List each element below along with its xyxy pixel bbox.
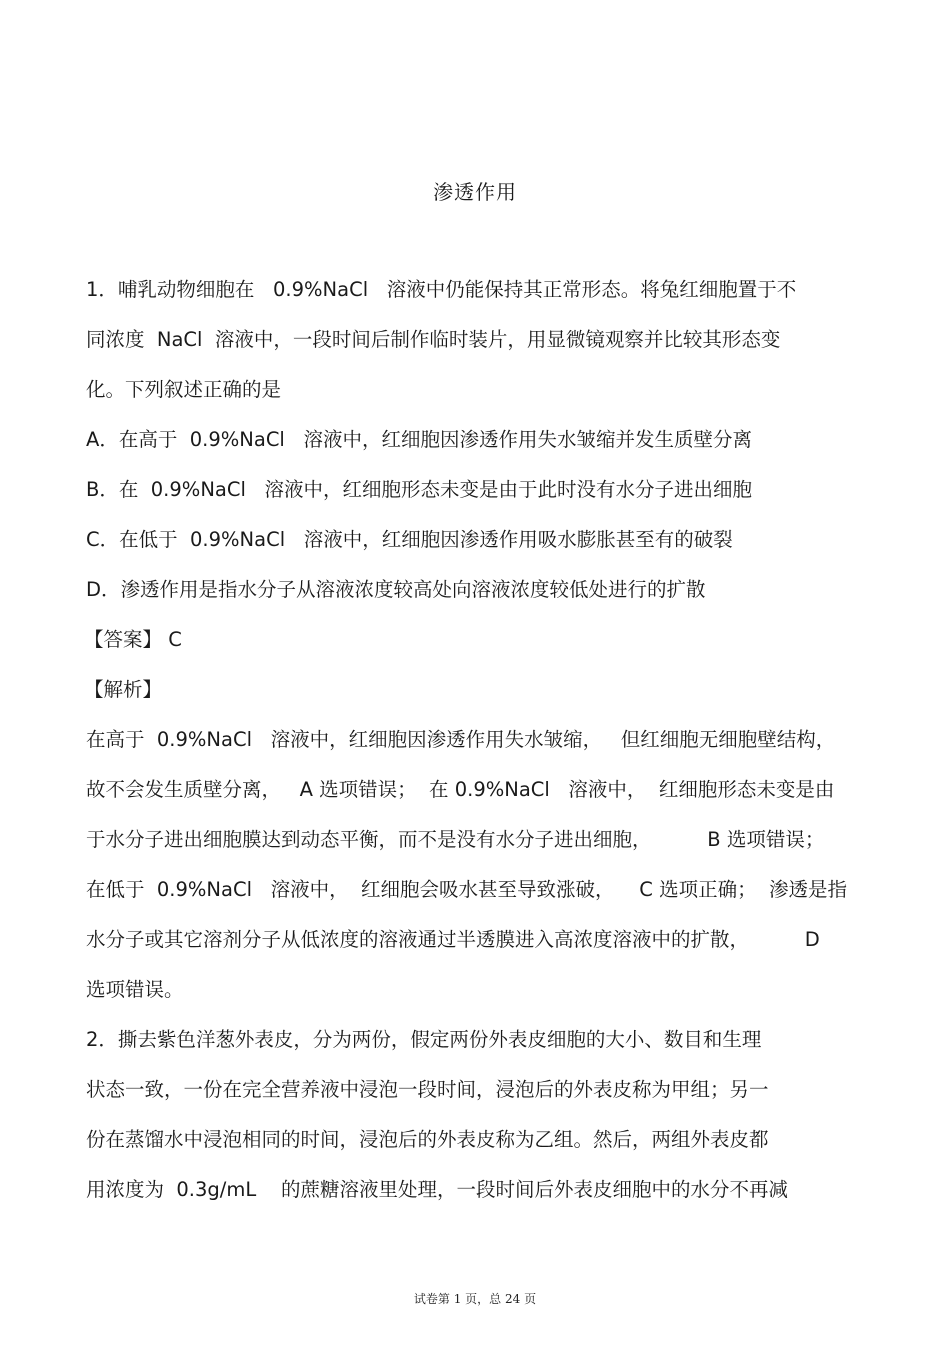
option-d: D．渗透作用是指水分子从溶液浓度较高处向溶液浓度较低处进行的扩散 [86, 578, 706, 601]
question-1-line-3: 化。下列叙述正确的是 [86, 378, 282, 401]
option-a: A．在高于 0.9%NaCl 溶液中，红细胞因渗透作用失水皱缩并发生质壁分离 [86, 428, 752, 451]
question-2-line-4: 用浓度为 0.3g/mL 的蔗糖溶液里处理，一段时间后外表皮细胞中的水分不再减 [86, 1178, 789, 1201]
question-2-line-1: 2．撕去紫色洋葱外表皮，分为两份，假定两份外表皮细胞的大小、数目和生理 [86, 1028, 762, 1051]
page-footer: 试卷第 1 页，总 24 页 [413, 1292, 537, 1306]
analysis-line-3: 于水分子进出细胞膜达到动态平衡，而不是没有水分子进出细胞， B 选项错误； [86, 828, 825, 851]
option-c: C．在低于 0.9%NaCl 溶液中，红细胞因渗透作用吸水膨胀甚至有的破裂 [86, 528, 733, 551]
question-1-line-2: 同浓度 NaCl 溶液中，一段时间后制作临时装片，用显微镜观察并比较其形态变 [86, 328, 781, 351]
question-2-line-3: 份在蒸馏水中浸泡相同的时间，浸泡后的外表皮称为乙组。然后，两组外表皮都 [86, 1128, 769, 1151]
option-b: B．在 0.9%NaCl 溶液中，红细胞形态未变是由于此时没有水分子进出细胞 [86, 478, 752, 501]
question-2-line-2: 状态一致，一份在完全营养液中浸泡一段时间，浸泡后的外表皮称为甲组；另一 [86, 1078, 769, 1101]
analysis-line-1: 在高于 0.9%NaCl 溶液中，红细胞因渗透作用失水皱缩， 但红细胞无细胞壁结构， [86, 728, 836, 751]
analysis-line-2: 故不会发生质壁分离， A 选项错误； 在 0.9%NaCl 溶液中， 红细胞形态未变是由 [86, 778, 835, 801]
answer-line: 【答案】 C [84, 628, 182, 651]
page-title: 渗透作用 [433, 180, 517, 204]
analysis-line-5: 水分子或其它溶剂分子从低浓度的溶液通过半透膜进入高浓度溶液中的扩散， D [86, 928, 820, 951]
question-1-line-1: 1．哺乳动物细胞在 0.9%NaCl 溶液中仍能保持其正常形态。将兔红细胞置于不 [86, 278, 797, 301]
analysis-heading: 【解析】 [84, 678, 163, 701]
analysis-line-6: 选项错误。 [86, 978, 184, 1001]
analysis-line-4: 在低于 0.9%NaCl 溶液中， 红细胞会吸水甚至导致涨破， C 选项正确； 渗透是指 [86, 878, 848, 901]
